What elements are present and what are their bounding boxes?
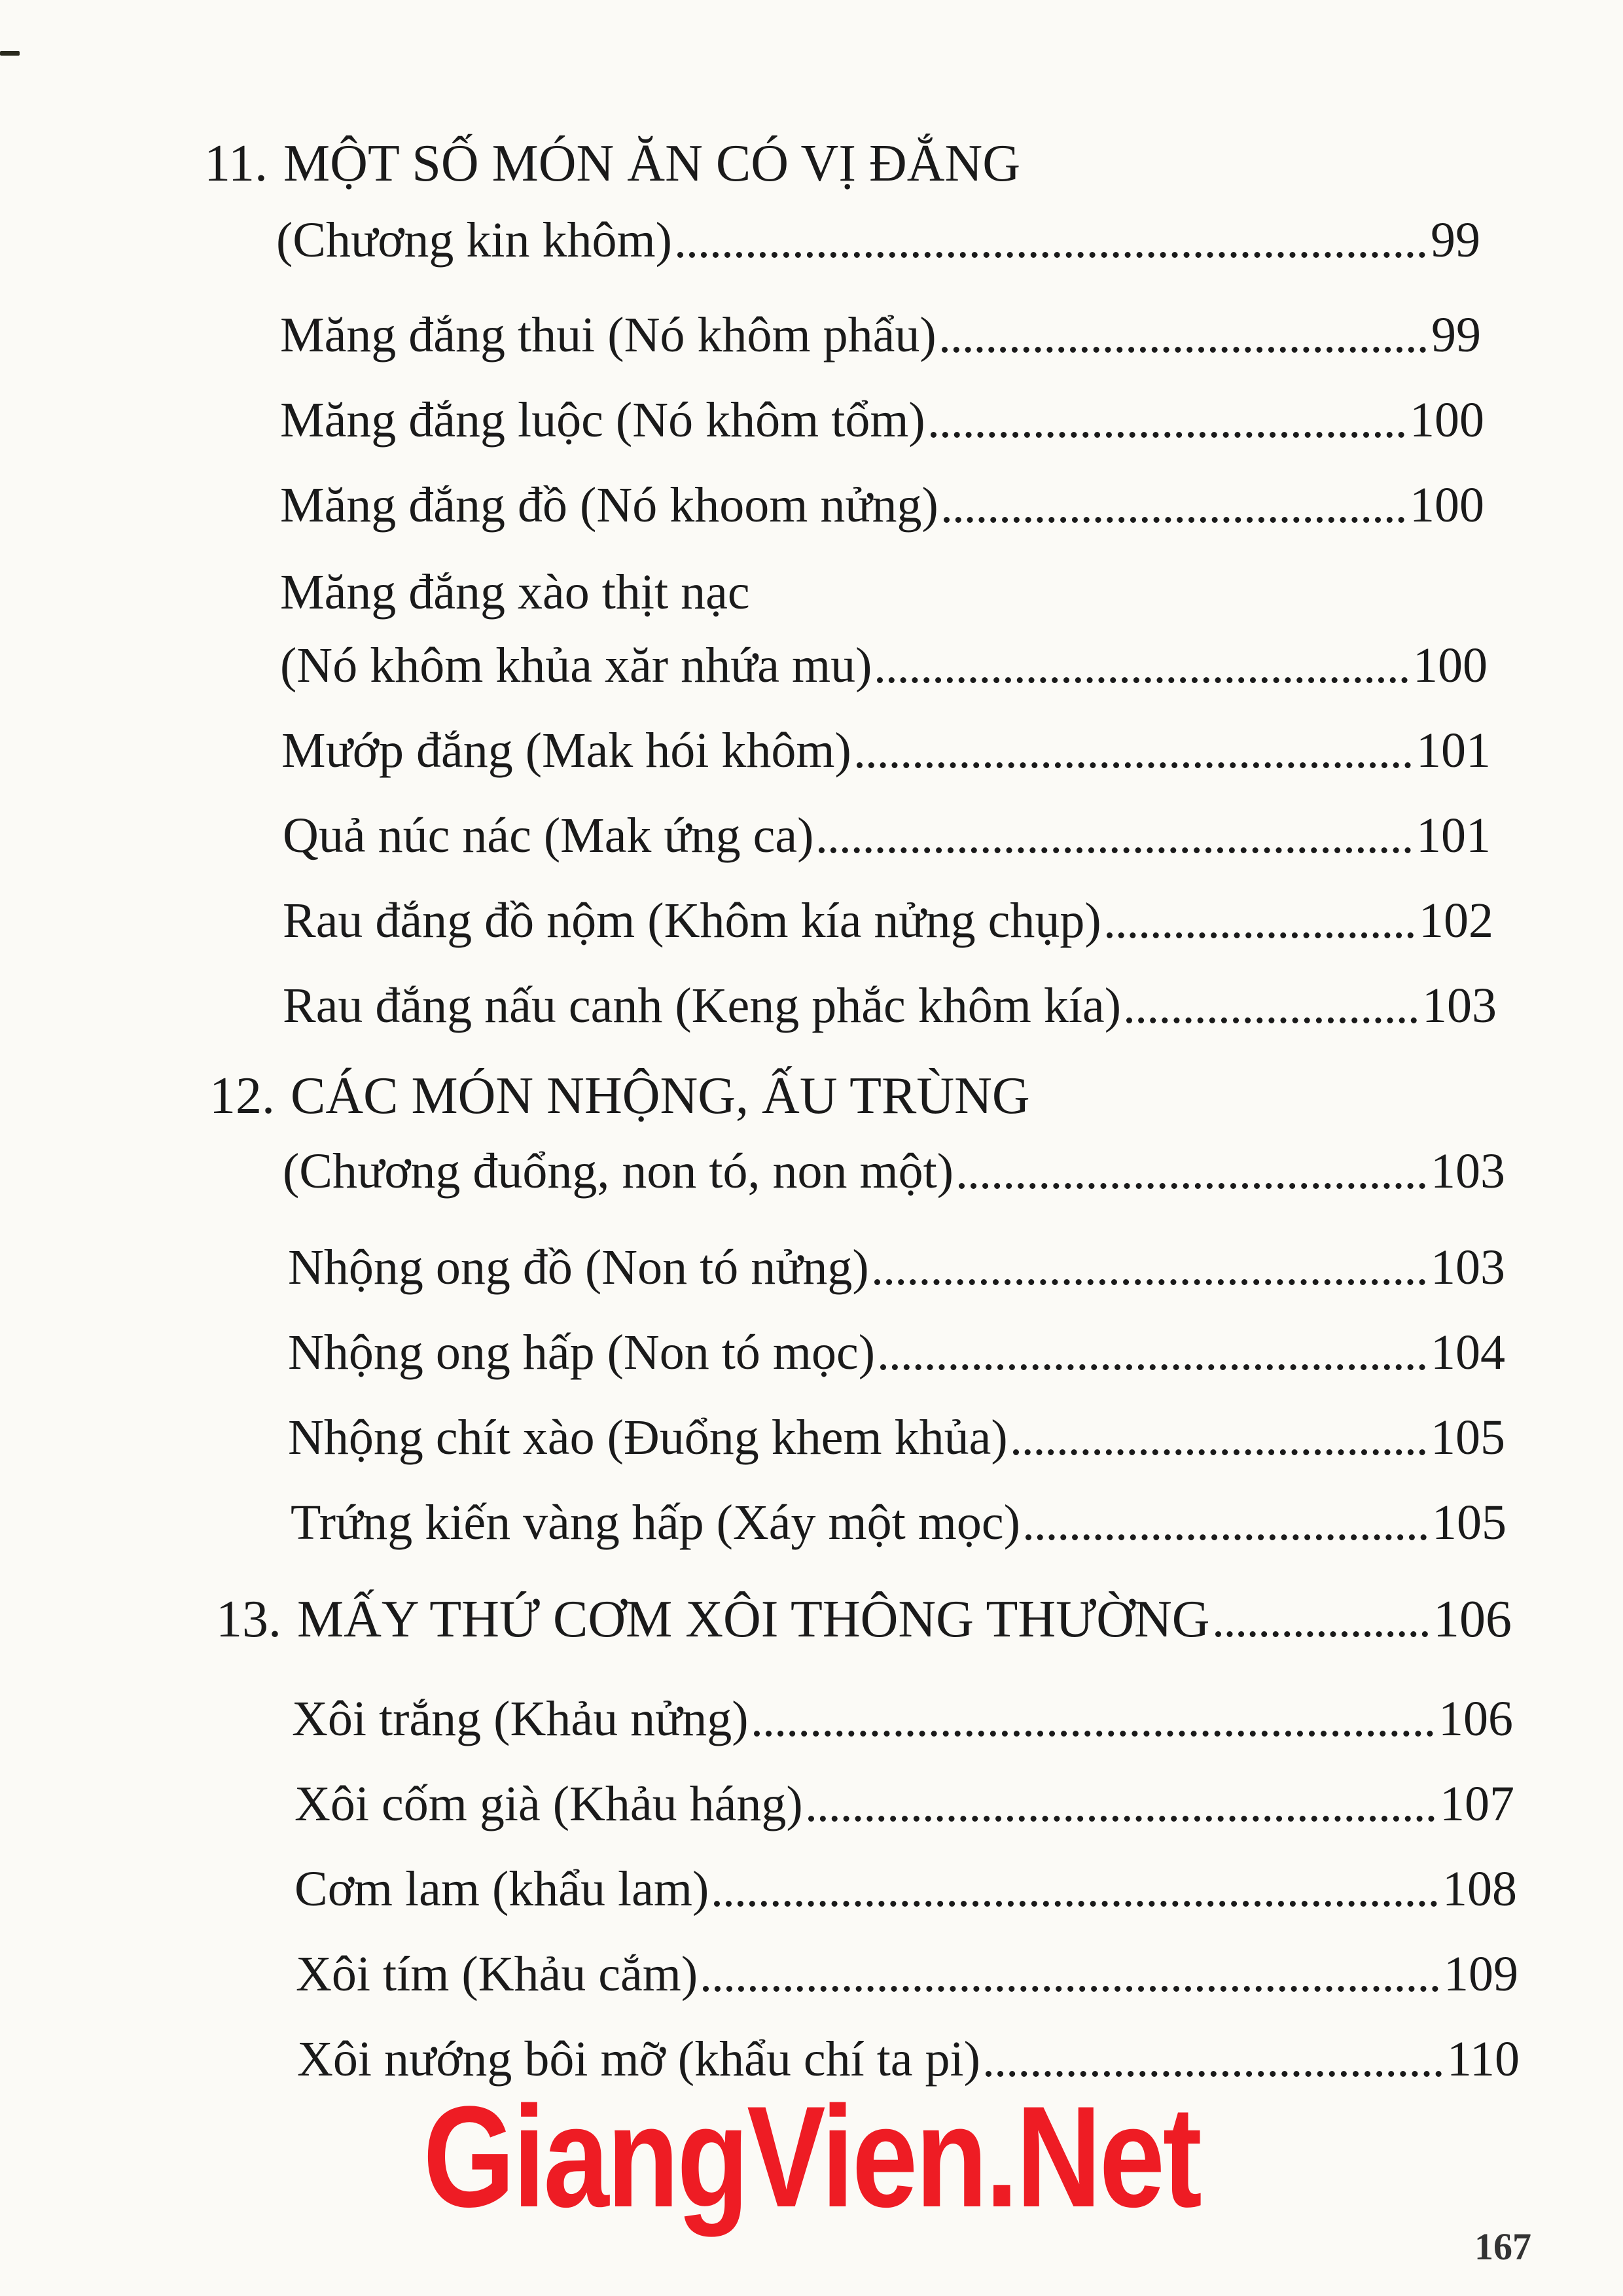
chapter-13-heading — [216, 1583, 1512, 1655]
page-ref: 103 — [1422, 978, 1497, 1033]
page-ref: 106 — [1438, 1691, 1513, 1746]
chapter-12-heading — [209, 1060, 1030, 1132]
page-ref: 108 — [1442, 1862, 1517, 1916]
toc-entry — [288, 1316, 1505, 1388]
toc-entry — [294, 1768, 1514, 1840]
entry-title: Rau đắng đồ nộm (Khôm kía nửng chụp) — [283, 893, 1101, 948]
page-ref: 104 — [1431, 1325, 1505, 1380]
toc-entry — [288, 1231, 1505, 1303]
entry-title: Măng đắng đồ (Nó khoom nửng) — [280, 478, 938, 533]
dot-leader — [714, 1901, 1437, 1907]
page-ref: 100 — [1410, 393, 1484, 448]
toc-entry — [281, 715, 1491, 786]
dot-leader — [880, 1364, 1425, 1370]
toc-entry — [292, 1683, 1513, 1755]
entry-title: Măng đắng thui (Nó khôm phẩu) — [280, 308, 936, 362]
entry-title: Măng đắng xào thịt nạc — [280, 565, 750, 620]
chapter-number: 12. — [209, 1067, 275, 1125]
dot-leader — [819, 847, 1411, 853]
dot-leader — [942, 347, 1426, 353]
chapter-number: 11. — [204, 135, 268, 192]
entry-title: Xôi nướng bôi mỡ (khẩu chí ta pi) — [297, 2032, 980, 2087]
dot-leader — [1215, 1631, 1428, 1637]
entry-title: Cơm lam (khẩu lam) — [294, 1862, 709, 1916]
entry-title: Quả núc nác (Mak ứng ca) — [283, 808, 814, 863]
chapter-subtitle: (Chương đuổng, non tó, non một) — [283, 1144, 954, 1199]
page-ref: 109 — [1444, 1947, 1518, 2002]
toc-entry — [291, 1487, 1507, 1559]
chapter-11-heading — [204, 128, 1020, 200]
toc-entry — [280, 629, 1488, 701]
page-ref: 101 — [1416, 808, 1491, 863]
page-number: 167 — [1474, 2225, 1531, 2268]
entry-title: Mướp đắng (Mak hói khôm) — [281, 723, 851, 778]
toc-entry — [288, 1402, 1505, 1474]
page-ref: 101 — [1416, 723, 1491, 778]
dot-leader — [877, 677, 1408, 683]
watermark: GiangVien.Net — [423, 2076, 1200, 2237]
toc-entry — [283, 800, 1491, 872]
dot-leader — [1126, 1017, 1417, 1023]
chapter-title: MẤY THỨ CƠM XÔI THÔNG THƯỜNG — [297, 1591, 1210, 1648]
dot-leader — [874, 1279, 1425, 1285]
dot-leader — [703, 1986, 1438, 1992]
entry-title: Nhộng ong hấp (Non tó mọc) — [288, 1325, 876, 1380]
dot-leader — [857, 762, 1411, 768]
toc-entry-line1 — [280, 556, 750, 628]
page-ref: 102 — [1419, 893, 1493, 948]
page-ref: 106 — [1433, 1591, 1512, 1648]
entry-title: Nhộng chít xào (Đuổng khem khủa) — [288, 1410, 1008, 1465]
toc-entry — [280, 299, 1481, 371]
page-edge-mark — [0, 51, 20, 56]
page-ref: 99 — [1431, 308, 1481, 362]
entry-title: (Nó khôm khủa xăr nhứa mu) — [280, 638, 872, 693]
chapter-title: MỘT SỐ MÓN ĂN CÓ VỊ ĐẮNG — [283, 135, 1021, 192]
page-ref: 103 — [1431, 1240, 1505, 1295]
page-ref: 99 — [1431, 213, 1480, 268]
dot-leader — [944, 517, 1404, 523]
page-ref: 100 — [1413, 638, 1488, 693]
toc-entry — [294, 1853, 1517, 1925]
chapter-11-subtitle — [276, 204, 1480, 276]
entry-title: Xôi tím (Khảu cắm) — [296, 1947, 698, 2002]
toc-entry — [283, 885, 1493, 957]
entry-title: Xôi trắng (Khảu nửng) — [292, 1691, 749, 1746]
page-ref: 107 — [1440, 1776, 1514, 1831]
chapter-title: CÁC MÓN NHỘNG, ẤU TRÙNG — [291, 1067, 1030, 1125]
toc-entry — [296, 1938, 1518, 2010]
chapter-number: 13. — [216, 1591, 281, 1648]
entry-title: Nhộng ong đồ (Non tó nửng) — [288, 1240, 869, 1295]
dot-leader — [808, 1816, 1435, 1822]
page-ref: 100 — [1410, 478, 1484, 533]
dot-leader — [1013, 1449, 1425, 1455]
dot-leader — [959, 1183, 1425, 1189]
entry-title: Rau đắng nấu canh (Keng phắc khôm kía) — [283, 978, 1122, 1033]
chapter-12-subtitle — [283, 1135, 1505, 1207]
toc-entry — [280, 469, 1484, 541]
page-ref: 110 — [1446, 2032, 1520, 2087]
dot-leader — [931, 432, 1404, 438]
entry-title: Xôi cốm già (Khảu háng) — [294, 1776, 803, 1831]
dot-leader — [1026, 1534, 1427, 1540]
page-ref: 105 — [1432, 1495, 1507, 1550]
dot-leader — [1107, 932, 1414, 938]
toc-entry — [280, 384, 1484, 456]
toc-entry — [283, 970, 1497, 1042]
page-ref: 105 — [1431, 1410, 1505, 1465]
entry-title: Măng đắng luộc (Nó khôm tổm) — [280, 393, 925, 448]
entry-title: Trứng kiến vàng hấp (Xáy một mọc) — [291, 1495, 1020, 1550]
page-ref: 103 — [1431, 1144, 1505, 1199]
dot-leader — [677, 252, 1425, 258]
chapter-subtitle: (Chương kin khôm) — [276, 213, 672, 268]
dot-leader — [754, 1731, 1433, 1737]
